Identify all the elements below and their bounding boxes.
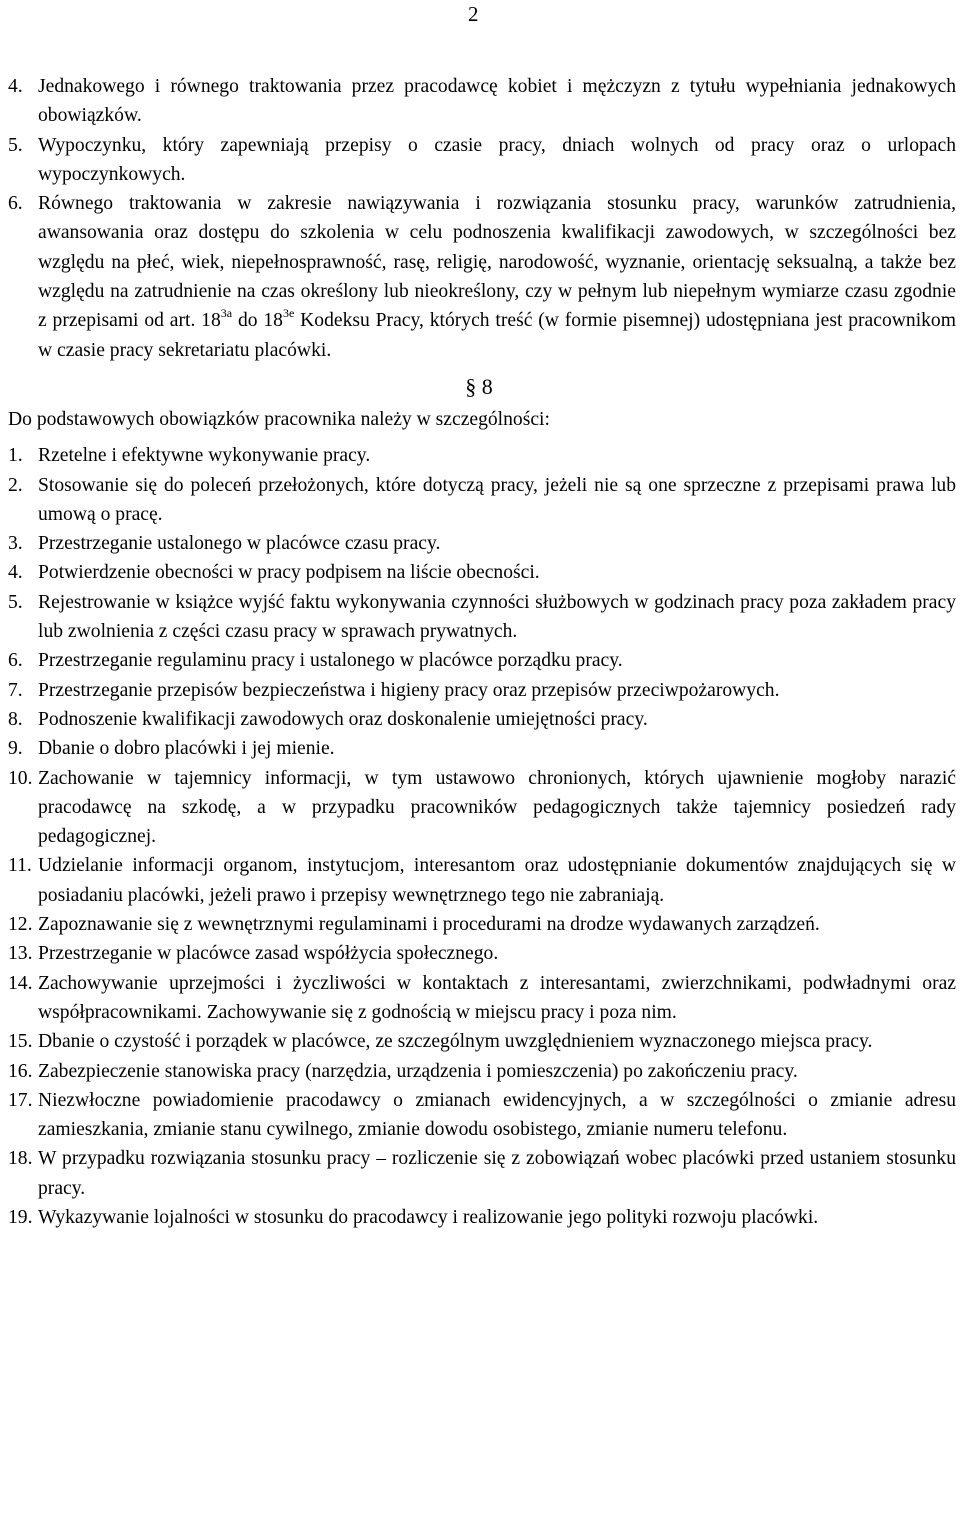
list-item-number: 17. bbox=[8, 1089, 33, 1111]
list-item-number: 4. bbox=[8, 76, 23, 97]
list-item-text: Udzielanie informacji organom, instytucjom, interesantom oraz udostępnianie dokumentów znajdujących się w posiadaniu placówki, jeżeli prawo i przepisy wewnętrznego tego nie zabraniają. bbox=[38, 855, 956, 906]
list-item-text: Przestrzeganie przepisów bezpieczeństwa i higieny pracy oraz przepisów przeciwpożarowych. bbox=[38, 679, 780, 701]
list-item-number: 10. bbox=[8, 767, 33, 789]
list-item bbox=[8, 72, 956, 131]
list-item bbox=[8, 910, 956, 939]
list-item bbox=[8, 764, 956, 852]
list-item-number: 15. bbox=[8, 1031, 33, 1053]
list-item-number: 6. bbox=[8, 650, 23, 672]
list-item bbox=[8, 529, 956, 558]
list-item bbox=[8, 646, 956, 675]
list-item bbox=[8, 734, 956, 763]
list-item bbox=[8, 705, 956, 734]
list-item-text: W przypadku rozwiązania stosunku pracy – rozliczenie się z zobowiązań wobec placówki przed ustaniem stosunku pracy. bbox=[38, 1148, 956, 1199]
list-item-number: 13. bbox=[8, 943, 33, 965]
list-item bbox=[8, 851, 956, 910]
list-item-text: Rzetelne i efektywne wykonywanie pracy. bbox=[38, 445, 371, 467]
list-item-text: Zapoznawanie się z wewnętrznymi regulaminami i procedurami na drodze wydawanych zarządzeń. bbox=[38, 914, 820, 936]
list-item-text: Wykazywanie lojalności w stosunku do pracodawcy i realizowanie jego polityki rozwoju placówki. bbox=[38, 1206, 819, 1228]
list-item-text: Przestrzeganie w placówce zasad współżycia społecznego. bbox=[38, 943, 499, 965]
list-item-number: 4. bbox=[8, 562, 23, 584]
list-item-number: 7. bbox=[8, 679, 23, 701]
list-item-text: Podnoszenie kwalifikacji zawodowych oraz doskonalenie umiejętności pracy. bbox=[38, 708, 648, 730]
list-item-text: Rejestrowanie w książce wyjść faktu wykonywania czynności służbowych w godzinach pracy poza zakładem pracy lub zwolnienia z części czasu pracy w sprawach prywatnych. bbox=[38, 591, 956, 643]
list-item-text: Stosowanie się do poleceń przełożonych, które dotyczą pracy, jeżeli nie są one sprzeczne z przepisami prawa lub umową o pracę. bbox=[38, 474, 956, 525]
list-item-text: Potwierdzenie obecności w pracy podpisem na liście obecności. bbox=[38, 562, 540, 584]
list-item-number: 8. bbox=[8, 708, 23, 730]
list-item-text: Przestrzeganie regulaminu pracy i ustalonego w placówce porządku pracy. bbox=[38, 650, 623, 672]
list-item bbox=[8, 676, 956, 705]
superscript: 3e bbox=[282, 306, 295, 321]
list-item bbox=[8, 1086, 956, 1145]
rights-list bbox=[8, 72, 956, 365]
list-item-text: Niezwłoczne powiadomienie pracodawcy o zmianach ewidencyjnych, a w szczególności o zmianie adresu zamieszkania, zmianie stanu cywilnego, zmianie dowodu osobistego, zmianie numeru telefonu. bbox=[38, 1089, 956, 1141]
list-item-text-part: Kodeksu Pracy, których treść (w formie pisemnej) udostępniana jest pracownikom w czasie pracy sekretariatu placówki. bbox=[38, 310, 956, 361]
list-item bbox=[8, 558, 956, 587]
list-item bbox=[8, 1057, 956, 1086]
list-item-number: 18. bbox=[8, 1148, 33, 1170]
list-item-text-part: do 18 bbox=[232, 310, 283, 332]
list-item bbox=[8, 441, 956, 470]
section-intro: Do podstawowych obowiązków pracownika należy w szczególności: bbox=[8, 408, 550, 430]
page-number: 2 bbox=[468, 2, 479, 26]
list-item-number: 12. bbox=[8, 914, 33, 936]
list-item bbox=[8, 588, 956, 647]
list-item bbox=[8, 1144, 956, 1203]
list-item-number: 5. bbox=[8, 591, 23, 613]
document-body bbox=[8, 72, 956, 1232]
list-item bbox=[8, 1027, 956, 1056]
list-item-text: Wypoczynku, który zapewniają przepisy o czasie pracy, dniach wolnych od pracy oraz o urlopach wypoczynkowych. bbox=[38, 134, 956, 185]
list-item-text: Dbanie o czystość i porządek w placówce, ze szczególnym uwzględnieniem wyznaczonego miejsca pracy. bbox=[38, 1031, 873, 1053]
list-item-number: 3. bbox=[8, 533, 23, 555]
list-item-text: Zachowywanie uprzejmości i życzliwości w kontaktach z interesantami, zwierzchnikami, podwładnymi oraz współpracownikami. Zachowywanie się z godnością w miejscu pracy i poza nim. bbox=[38, 972, 956, 1023]
list-item bbox=[8, 189, 956, 365]
list-item bbox=[8, 969, 956, 1028]
list-item bbox=[8, 131, 956, 190]
list-item-number: 19. bbox=[8, 1206, 33, 1228]
section-heading bbox=[8, 373, 956, 401]
list-item-number: 9. bbox=[8, 738, 23, 760]
superscript: 3a bbox=[220, 306, 233, 321]
list-item-number: 2. bbox=[8, 474, 23, 496]
duties-list bbox=[8, 441, 956, 1232]
list-item-number: 11. bbox=[8, 855, 32, 877]
list-item-number: 6. bbox=[8, 193, 23, 215]
list-item-text: Dbanie o dobro placówki i jej mienie. bbox=[38, 738, 335, 760]
list-item-number: 1. bbox=[8, 445, 23, 467]
list-item bbox=[8, 1203, 956, 1232]
list-item-text: Jednakowego i równego traktowania przez pracodawcę kobiet i mężczyzn z tytułu wypełniania jednakowych obowiązków. bbox=[38, 76, 956, 127]
list-item-text: Zachowanie w tajemnicy informacji, w tym ustawowo chronionych, których ujawnienie mogłoby narazić pracodawcę na szkodę, a w przypadku pracowników pedagogicznych także tajemnicy posiedzeń rady pedagogicznej. bbox=[38, 767, 956, 848]
section-heading-text: § 8 bbox=[465, 373, 493, 399]
list-item-text bbox=[38, 189, 956, 365]
list-item bbox=[8, 471, 956, 530]
list-item-number: 16. bbox=[8, 1060, 33, 1082]
list-item-text: Przestrzeganie ustalonego w placówce czasu pracy. bbox=[38, 533, 441, 555]
list-item-text: Zabezpieczenie stanowiska pracy (narzędzia, urządzenia i pomieszczenia) po zakończeniu pracy. bbox=[38, 1060, 798, 1082]
list-item-number: 14. bbox=[8, 972, 33, 994]
list-item bbox=[8, 939, 956, 968]
list-item-number: 5. bbox=[8, 134, 23, 156]
list-item-text-part: Równego traktowania w zakresie nawiązywania i rozwiązania stosunku pracy, warunków zatrudnienia, awansowania oraz dostępu do szkolenia w celu podnoszenia kwalifikacji zawodowych, w szczególności bez względu na płeć, wiek, niepełnosprawność, rasę, religię, narodowość, wyznanie, orientację seksualną, a także bez względu na zatrudnienie na czas określony lub nieokreślony, czy w pełnym lub niepełnym wymiarze czasu zgodnie z przepisami od art. 18 bbox=[38, 193, 956, 332]
